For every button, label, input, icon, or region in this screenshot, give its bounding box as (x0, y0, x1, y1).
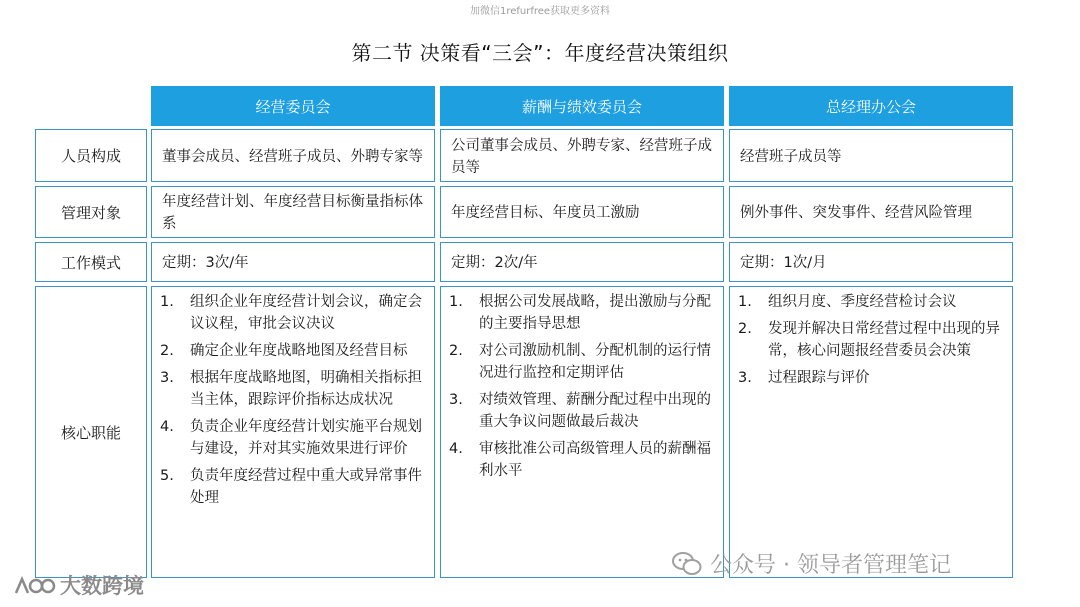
list-item: 2. 发现并解决日常经营过程中出现的异常，核心问题报经营委员会决策 (738, 321, 1000, 359)
list-item: 2. 确定企业年度战略地图及经营目标 (160, 343, 408, 359)
wechat-icon (672, 551, 702, 577)
core-list-gm-office-meeting (729, 286, 1013, 578)
table-cell: 定期：2次/年 (440, 242, 724, 282)
list-item: 2. 对公司激励机制、分配机制的运行情况进行监控和定期评估 (449, 343, 711, 381)
table-cell: 经营班子成员等 (729, 129, 1013, 182)
row-label-management-scope: 管理对象 (35, 186, 147, 238)
list-item: 3. 过程跟踪与评价 (738, 370, 870, 386)
core-list-compensation-committee (440, 286, 724, 578)
watermark-wechat (672, 548, 951, 579)
table-cell: 年度经营目标、年度员工激励 (440, 186, 724, 238)
brand-logo-icon (12, 573, 56, 597)
list-item: 1. 组织企业年度经营计划会议，确定会议议程，审批会议决议 (160, 294, 422, 332)
column-header-compensation-committee: 薪酬与绩效委员会 (440, 86, 724, 126)
list-item: 5. 负责年度经营过程中重大或异常事件处理 (160, 468, 422, 506)
list-item: 3. 根据年度战略地图，明确相关指标担当主体，跟踪评价指标达成状况 (160, 370, 422, 408)
table-cell: 董事会成员、经营班子成员、外聘专家等 (151, 129, 435, 182)
row-label-members: 人员构成 (35, 129, 147, 182)
list-item: 1. 根据公司发展战略，提出激励与分配的主要指导思想 (449, 294, 711, 332)
table-cell: 定期：1次/月 (729, 242, 1013, 282)
list-item: 3. 对绩效管理、薪酬分配过程中出现的重大争议问题做最后裁决 (449, 392, 711, 430)
watermark-brand-text: 大数跨境 (60, 574, 144, 598)
list-item: 1. 组织月度、季度经营检讨会议 (738, 294, 957, 310)
table-cell: 定期：3次/年 (151, 242, 435, 282)
table-cell: 例外事件、突发事件、经营风险管理 (729, 186, 1013, 238)
top-note: 加微信1refurfree获取更多资料 (469, 6, 611, 17)
row-label-core-functions: 核心职能 (35, 286, 147, 578)
watermark-brand (12, 570, 144, 600)
list-item: 4. 负责企业年度经营计划实施平台规划与建设，并对其实施效果进行评价 (160, 419, 422, 457)
page-title: 第二节 决策看“三会”：年度经营决策组织 (351, 41, 729, 65)
table-cell: 年度经营计划、年度经营目标衡量指标体系 (151, 186, 435, 238)
column-header-operating-committee: 经营委员会 (151, 86, 435, 126)
row-label-work-mode: 工作模式 (35, 242, 147, 282)
list-item: 4. 审核批准公司高级管理人员的薪酬福利水平 (449, 441, 711, 479)
core-list-operating-committee (151, 286, 435, 578)
table-cell: 公司董事会成员、外聘专家、经营班子成员等 (440, 129, 724, 182)
watermark-wechat-text: 公众号 · 领导者管理笔记 (710, 553, 951, 578)
column-header-gm-office-meeting: 总经理办公会 (729, 86, 1013, 126)
